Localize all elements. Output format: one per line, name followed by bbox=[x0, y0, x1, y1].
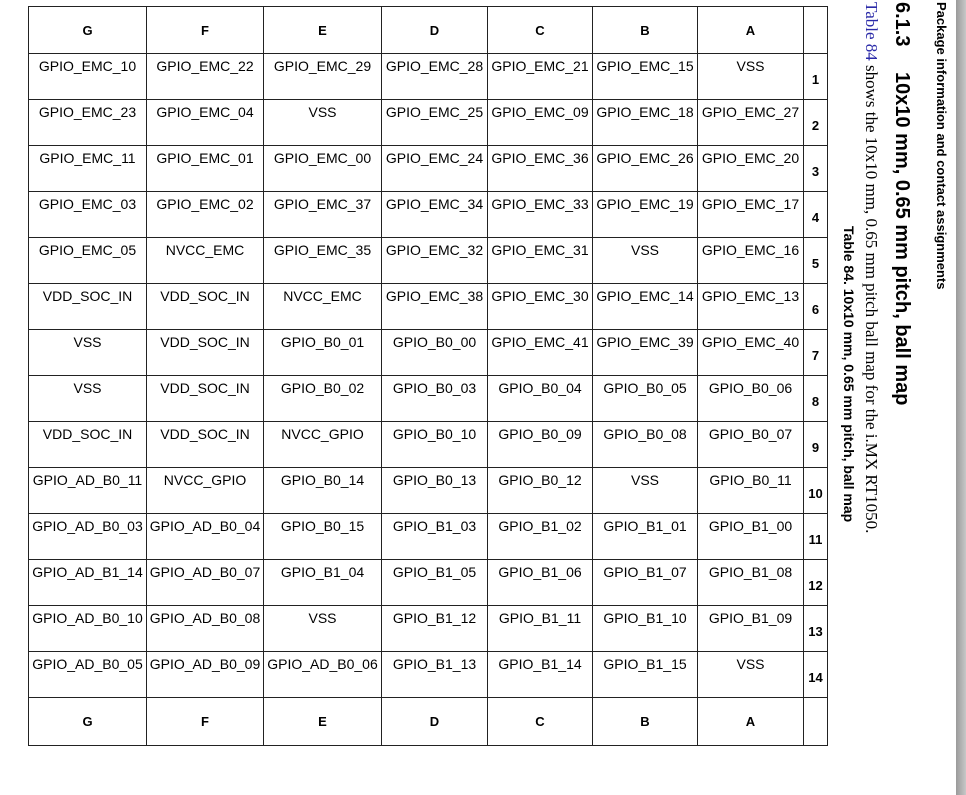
ball-cell: GPIO_B0_05 bbox=[593, 376, 698, 422]
ball-cell: GPIO_B0_09 bbox=[488, 422, 593, 468]
ball-cell: VDD_SOC_IN bbox=[147, 330, 264, 376]
ball-cell: GPIO_B1_08 bbox=[698, 560, 804, 606]
ball-cell: GPIO_EMC_22 bbox=[147, 54, 264, 100]
row-number: 11 bbox=[804, 514, 828, 560]
ball-cell: GPIO_B1_03 bbox=[382, 514, 488, 560]
ball-cell: GPIO_B0_13 bbox=[382, 468, 488, 514]
column-header-d: D bbox=[382, 7, 488, 54]
column-header-d: D bbox=[382, 698, 488, 746]
ball-cell: GPIO_EMC_37 bbox=[264, 192, 382, 238]
ball-cell: VSS bbox=[698, 652, 804, 698]
ball-cell: GPIO_EMC_34 bbox=[382, 192, 488, 238]
ball-cell: NVCC_EMC bbox=[147, 238, 264, 284]
ball-cell: VSS bbox=[264, 100, 382, 146]
ball-cell: GPIO_AD_B0_03 bbox=[29, 514, 147, 560]
ball-cell: GPIO_B1_04 bbox=[264, 560, 382, 606]
ball-cell: GPIO_EMC_10 bbox=[29, 54, 147, 100]
ball-cell: GPIO_B0_11 bbox=[698, 468, 804, 514]
ball-cell: NVCC_EMC bbox=[264, 284, 382, 330]
column-header-a: A bbox=[698, 698, 804, 746]
ball-cell: GPIO_B1_15 bbox=[593, 652, 698, 698]
ball-cell: GPIO_AD_B0_04 bbox=[147, 514, 264, 560]
ball-cell: VDD_SOC_IN bbox=[29, 284, 147, 330]
column-header-e: E bbox=[264, 7, 382, 54]
ball-cell: GPIO_AD_B0_10 bbox=[29, 606, 147, 652]
ball-cell: VSS bbox=[29, 330, 147, 376]
ball-cell: VSS bbox=[593, 238, 698, 284]
ball-cell: GPIO_B1_00 bbox=[698, 514, 804, 560]
ball-cell: GPIO_AD_B0_08 bbox=[147, 606, 264, 652]
ball-cell: GPIO_EMC_13 bbox=[698, 284, 804, 330]
ball-cell: GPIO_B1_12 bbox=[382, 606, 488, 652]
section-title: 10x10 mm, 0.65 mm pitch, ball map bbox=[891, 72, 913, 406]
ball-cell: GPIO_EMC_33 bbox=[488, 192, 593, 238]
ball-cell: GPIO_B0_02 bbox=[264, 376, 382, 422]
column-header-f: F bbox=[147, 7, 264, 54]
column-header-c: C bbox=[488, 7, 593, 54]
column-header-b: B bbox=[593, 7, 698, 54]
ball-cell: GPIO_B0_14 bbox=[264, 468, 382, 514]
ball-cell: GPIO_EMC_14 bbox=[593, 284, 698, 330]
column-header-b: B bbox=[593, 698, 698, 746]
ball-cell: GPIO_AD_B0_11 bbox=[29, 468, 147, 514]
ball-map-table bbox=[28, 6, 828, 746]
ball-cell: GPIO_EMC_23 bbox=[29, 100, 147, 146]
ball-cell: GPIO_EMC_27 bbox=[698, 100, 804, 146]
ball-cell: GPIO_EMC_04 bbox=[147, 100, 264, 146]
row-number: 5 bbox=[804, 238, 828, 284]
ball-cell: GPIO_B0_06 bbox=[698, 376, 804, 422]
table-row bbox=[29, 54, 828, 100]
ball-cell: NVCC_GPIO bbox=[147, 468, 264, 514]
ball-cell: GPIO_B1_05 bbox=[382, 560, 488, 606]
row-number: 3 bbox=[804, 146, 828, 192]
row-number: 12 bbox=[804, 560, 828, 606]
table-row bbox=[29, 284, 828, 330]
ball-cell: GPIO_B0_10 bbox=[382, 422, 488, 468]
row-number: 7 bbox=[804, 330, 828, 376]
ball-cell: GPIO_EMC_41 bbox=[488, 330, 593, 376]
ball-cell: GPIO_EMC_05 bbox=[29, 238, 147, 284]
row-number: 10 bbox=[804, 468, 828, 514]
table-reference-link[interactable]: Table 84 bbox=[862, 2, 881, 61]
intro-text: shows the 10x10 mm, 0.65 mm pitch ball map for the i.MX RT1050. bbox=[862, 60, 881, 534]
ball-cell: GPIO_EMC_17 bbox=[698, 192, 804, 238]
table-row bbox=[29, 238, 828, 284]
table-row bbox=[29, 192, 828, 238]
ball-cell: GPIO_EMC_28 bbox=[382, 54, 488, 100]
table-row bbox=[29, 652, 828, 698]
corner-cell bbox=[804, 698, 828, 746]
ball-cell: GPIO_EMC_39 bbox=[593, 330, 698, 376]
ball-cell: GPIO_EMC_02 bbox=[147, 192, 264, 238]
column-header-c: C bbox=[488, 698, 593, 746]
column-header-row bbox=[29, 7, 828, 54]
ball-cell: GPIO_AD_B0_09 bbox=[147, 652, 264, 698]
ball-cell: GPIO_EMC_31 bbox=[488, 238, 593, 284]
row-number: 2 bbox=[804, 100, 828, 146]
ball-cell: GPIO_AD_B0_06 bbox=[264, 652, 382, 698]
column-header-f: F bbox=[147, 698, 264, 746]
ball-cell: GPIO_B0_01 bbox=[264, 330, 382, 376]
ball-cell: VDD_SOC_IN bbox=[147, 284, 264, 330]
row-number: 6 bbox=[804, 284, 828, 330]
ball-cell: GPIO_EMC_40 bbox=[698, 330, 804, 376]
row-number: 14 bbox=[804, 652, 828, 698]
table-row bbox=[29, 330, 828, 376]
column-header-a: A bbox=[698, 7, 804, 54]
intro-paragraph bbox=[861, 2, 881, 533]
ball-cell: GPIO_B1_01 bbox=[593, 514, 698, 560]
ball-cell: GPIO_EMC_18 bbox=[593, 100, 698, 146]
ball-cell: GPIO_B0_07 bbox=[698, 422, 804, 468]
ball-cell: GPIO_EMC_09 bbox=[488, 100, 593, 146]
ball-cell: GPIO_EMC_01 bbox=[147, 146, 264, 192]
table-row bbox=[29, 376, 828, 422]
ball-cell: GPIO_EMC_38 bbox=[382, 284, 488, 330]
ball-cell: VDD_SOC_IN bbox=[29, 422, 147, 468]
ball-cell: GPIO_B0_15 bbox=[264, 514, 382, 560]
row-number: 1 bbox=[804, 54, 828, 100]
ball-cell: VDD_SOC_IN bbox=[147, 376, 264, 422]
ball-cell: GPIO_AD_B0_07 bbox=[147, 560, 264, 606]
ball-cell: GPIO_EMC_26 bbox=[593, 146, 698, 192]
ball-cell: GPIO_B1_02 bbox=[488, 514, 593, 560]
table-row bbox=[29, 422, 828, 468]
ball-cell: GPIO_EMC_11 bbox=[29, 146, 147, 192]
ball-cell: GPIO_EMC_36 bbox=[488, 146, 593, 192]
page-edge-scrollbar[interactable] bbox=[956, 0, 966, 795]
ball-cell: GPIO_B0_08 bbox=[593, 422, 698, 468]
row-number: 8 bbox=[804, 376, 828, 422]
ball-cell: GPIO_AD_B1_14 bbox=[29, 560, 147, 606]
page-running-header: Package information and contact assignments bbox=[934, 2, 949, 290]
corner-cell bbox=[804, 7, 828, 54]
ball-cell: GPIO_B1_06 bbox=[488, 560, 593, 606]
ball-cell: GPIO_EMC_20 bbox=[698, 146, 804, 192]
ball-cell: GPIO_B1_09 bbox=[698, 606, 804, 652]
ball-cell: GPIO_B1_11 bbox=[488, 606, 593, 652]
ball-cell: VSS bbox=[593, 468, 698, 514]
section-heading bbox=[890, 2, 913, 405]
ball-cell: GPIO_B1_13 bbox=[382, 652, 488, 698]
ball-cell: GPIO_EMC_16 bbox=[698, 238, 804, 284]
ball-cell: GPIO_B1_10 bbox=[593, 606, 698, 652]
table-caption: Table 84. 10x10 mm, 0.65 mm pitch, ball map bbox=[841, 226, 857, 523]
ball-cell: GPIO_B0_12 bbox=[488, 468, 593, 514]
table-row bbox=[29, 606, 828, 652]
table-row bbox=[29, 560, 828, 606]
ball-cell: GPIO_EMC_30 bbox=[488, 284, 593, 330]
ball-cell: VSS bbox=[264, 606, 382, 652]
column-footer-row bbox=[29, 698, 828, 746]
ball-cell: VDD_SOC_IN bbox=[147, 422, 264, 468]
row-number: 9 bbox=[804, 422, 828, 468]
section-number: 6.1.3 bbox=[891, 2, 913, 47]
ball-cell: GPIO_EMC_32 bbox=[382, 238, 488, 284]
ball-cell: GPIO_B1_07 bbox=[593, 560, 698, 606]
ball-cell: GPIO_B0_04 bbox=[488, 376, 593, 422]
column-header-e: E bbox=[264, 698, 382, 746]
row-number: 4 bbox=[804, 192, 828, 238]
ball-cell: VSS bbox=[698, 54, 804, 100]
ball-cell: GPIO_B0_03 bbox=[382, 376, 488, 422]
ball-cell: GPIO_EMC_29 bbox=[264, 54, 382, 100]
ball-cell: GPIO_EMC_15 bbox=[593, 54, 698, 100]
ball-cell: NVCC_GPIO bbox=[264, 422, 382, 468]
ball-cell: GPIO_EMC_25 bbox=[382, 100, 488, 146]
ball-cell: GPIO_EMC_21 bbox=[488, 54, 593, 100]
row-number: 13 bbox=[804, 606, 828, 652]
table-row bbox=[29, 468, 828, 514]
ball-cell: GPIO_EMC_19 bbox=[593, 192, 698, 238]
table-row bbox=[29, 514, 828, 560]
table-row bbox=[29, 100, 828, 146]
ball-cell: GPIO_EMC_35 bbox=[264, 238, 382, 284]
column-header-g: G bbox=[29, 7, 147, 54]
ball-cell: GPIO_EMC_24 bbox=[382, 146, 488, 192]
column-header-g: G bbox=[29, 698, 147, 746]
ball-cell: GPIO_EMC_00 bbox=[264, 146, 382, 192]
ball-cell: GPIO_B1_14 bbox=[488, 652, 593, 698]
ball-cell: VSS bbox=[29, 376, 147, 422]
ball-cell: GPIO_EMC_03 bbox=[29, 192, 147, 238]
ball-cell: GPIO_AD_B0_05 bbox=[29, 652, 147, 698]
table-row bbox=[29, 146, 828, 192]
ball-cell: GPIO_B0_00 bbox=[382, 330, 488, 376]
